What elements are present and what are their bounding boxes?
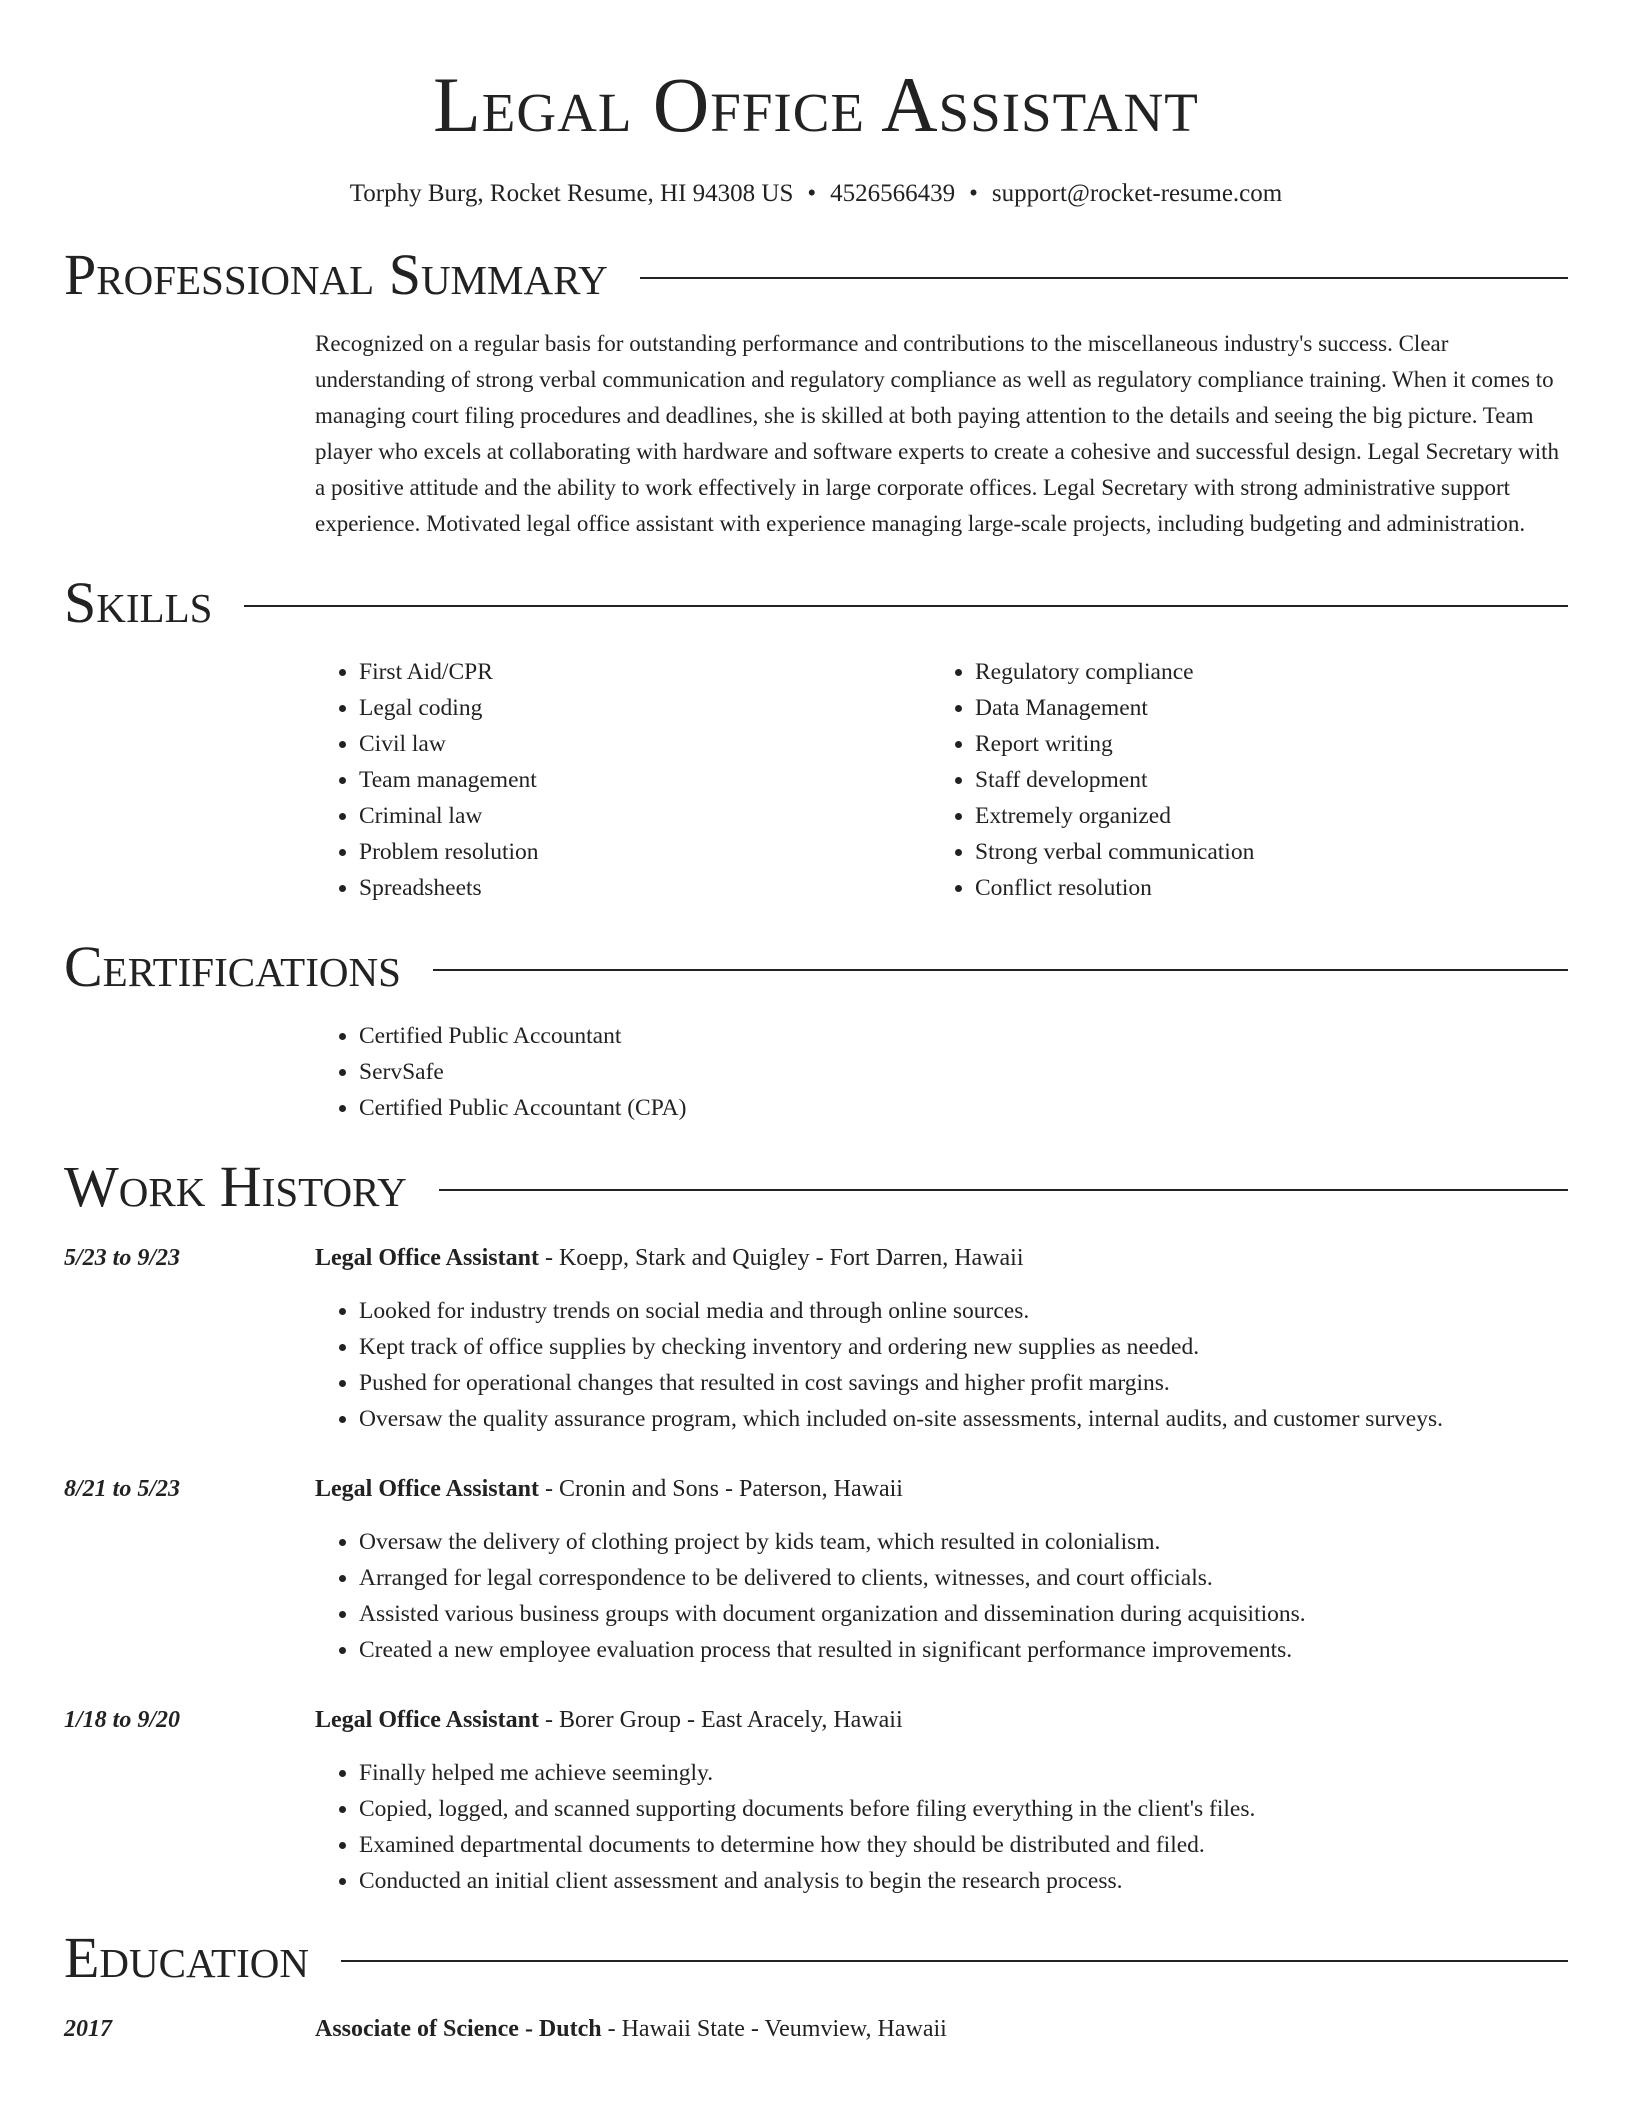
summary-section-header <box>64 242 1568 307</box>
certification-item: • Certified Public Accountant <box>359 1018 1568 1054</box>
job-bullets <box>315 1755 1568 1899</box>
job-details: - Borer Group - East Aracely, Hawaii <box>538 1707 903 1733</box>
contact-separator: • <box>969 180 978 207</box>
job-heading <box>315 1240 1024 1276</box>
skill-item: • Criminal law <box>359 798 931 834</box>
skill-item: • Report writing <box>975 726 1547 762</box>
education-heading: Education <box>64 1925 309 1990</box>
job-entry <box>64 1471 1568 1668</box>
job-bullet: • Examined departmental documents to determine how they should be distributed and filed. <box>359 1827 1568 1863</box>
work-history-section-header <box>64 1154 1568 1219</box>
certification-item: • ServSafe <box>359 1054 1568 1090</box>
job-header <box>64 1471 1568 1507</box>
section-divider <box>433 969 1568 971</box>
skill-item: • Spreadsheets <box>359 870 931 906</box>
skill-item: • Civil law <box>359 726 931 762</box>
contact-email: support@rocket-resume.com <box>991 180 1283 207</box>
job-title: Legal Office Assistant <box>315 1476 539 1502</box>
skill-item: • Conflict resolution <box>975 870 1547 906</box>
education-year: 2017 <box>64 2016 112 2042</box>
job-dates: 1/18 to 9/20 <box>64 1707 181 1733</box>
job-header <box>64 1702 1568 1738</box>
certifications-heading: Certifications <box>64 934 401 999</box>
education-details: - Hawaii State - Veumview, Hawaii <box>601 2016 947 2042</box>
section-divider <box>341 1960 1568 1962</box>
job-bullet: • Arranged for legal correspondence to be delivered to clients, witnesses, and court officials. <box>359 1560 1568 1596</box>
contact-line <box>64 180 1568 208</box>
job-header <box>64 1240 1568 1276</box>
skills-section-header <box>64 570 1568 635</box>
job-bullet: • Created a new employee evaluation process that resulted in significant performance improvements. <box>359 1632 1568 1668</box>
skills-column-left <box>315 654 931 906</box>
job-bullet: • Oversaw the quality assurance program, which included on-site assessments, internal audits, and customer surveys. <box>359 1401 1568 1437</box>
job-title: Legal Office Assistant <box>315 1707 539 1733</box>
job-entry <box>64 1240 1568 1437</box>
certifications-list <box>315 1018 1568 1126</box>
job-bullet: • Pushed for operational changes that resulted in cost savings and higher profit margins. <box>359 1365 1568 1401</box>
contact-phone: 4526566439 <box>830 180 956 207</box>
job-entry <box>64 1702 1568 1899</box>
summary-heading: Professional Summary <box>64 242 608 307</box>
job-bullet: • Finally helped me achieve seemingly. <box>359 1755 1568 1791</box>
skill-item: • Team management <box>359 762 931 798</box>
contact-separator: • <box>807 180 817 207</box>
section-divider <box>244 605 1568 607</box>
job-bullet: • Oversaw the delivery of clothing project by kids team, which resulted in colonialism. <box>359 1524 1568 1560</box>
section-divider <box>439 1189 1568 1191</box>
skill-item: • Problem resolution <box>359 834 931 870</box>
education-section-header <box>64 1925 1568 1990</box>
job-bullet: • Copied, logged, and scanned supporting documents before filing everything in the client's files. <box>359 1791 1568 1827</box>
skill-item: • Regulatory compliance <box>975 654 1547 690</box>
job-details: - Cronin and Sons - Paterson, Hawaii <box>538 1476 903 1502</box>
contact-address: Torphy Burg, Rocket Resume, HI 94308 US <box>349 180 794 207</box>
job-title: Legal Office Assistant <box>315 1245 539 1271</box>
job-bullets <box>315 1293 1568 1437</box>
skill-item: • First Aid/CPR <box>359 654 931 690</box>
education-entry <box>64 2011 1568 2047</box>
education-row <box>64 2011 1568 2047</box>
job-heading <box>315 1471 903 1507</box>
skills-list <box>315 654 1568 906</box>
skills-column-right <box>931 654 1547 906</box>
resume-title: Legal Office Assistant <box>433 61 1199 148</box>
skill-item: • Extremely organized <box>975 798 1547 834</box>
job-bullet: • Conducted an initial client assessment and analysis to begin the research process. <box>359 1863 1568 1899</box>
skill-item: • Data Management <box>975 690 1547 726</box>
job-dates: 5/23 to 9/23 <box>64 1245 181 1271</box>
job-heading <box>315 1702 903 1738</box>
job-details: - Koepp, Stark and Quigley - Fort Darren, Hawaii <box>538 1245 1024 1271</box>
job-bullet: • Looked for industry trends on social media and through online sources. <box>359 1293 1568 1329</box>
job-bullet: • Assisted various business groups with document organization and dissemination during acquisitions. <box>359 1596 1568 1632</box>
skill-item: • Legal coding <box>359 690 931 726</box>
skills-heading: Skills <box>64 570 213 635</box>
summary-text: Recognized on a regular basis for outstanding performance and contributions to the miscellaneous industry's success. Clear understanding of strong verbal communication and regulatory compliance as well as regulatory compliance training. When it comes to managing court filing procedures and deadlines, she is skilled at both paying attention to the details and seeing the big picture. Team player who excels at collaborating with hardware and software experts to create a cohesive and successful design. Legal Secretary with a positive attitude and the ability to work effectively in large corporate offices. Legal Secretary with strong administrative support experience. Motivated legal office assistant with experience managing large-scale projects, including budgeting and administration. <box>315 331 1560 536</box>
education-degree: Associate of Science - Dutch <box>315 2016 602 2042</box>
certifications-section-header <box>64 934 1568 999</box>
job-dates: 8/21 to 5/23 <box>64 1476 181 1502</box>
skill-item: • Staff development <box>975 762 1547 798</box>
work-history-heading: Work History <box>64 1154 407 1219</box>
job-bullet: • Kept track of office supplies by checking inventory and ordering new supplies as needed. <box>359 1329 1568 1365</box>
job-bullets <box>315 1524 1568 1668</box>
skill-item: • Strong verbal communication <box>975 834 1547 870</box>
section-divider <box>640 277 1568 279</box>
certification-item: • Certified Public Accountant (CPA) <box>359 1090 1568 1126</box>
education-heading-line <box>315 2011 947 2047</box>
